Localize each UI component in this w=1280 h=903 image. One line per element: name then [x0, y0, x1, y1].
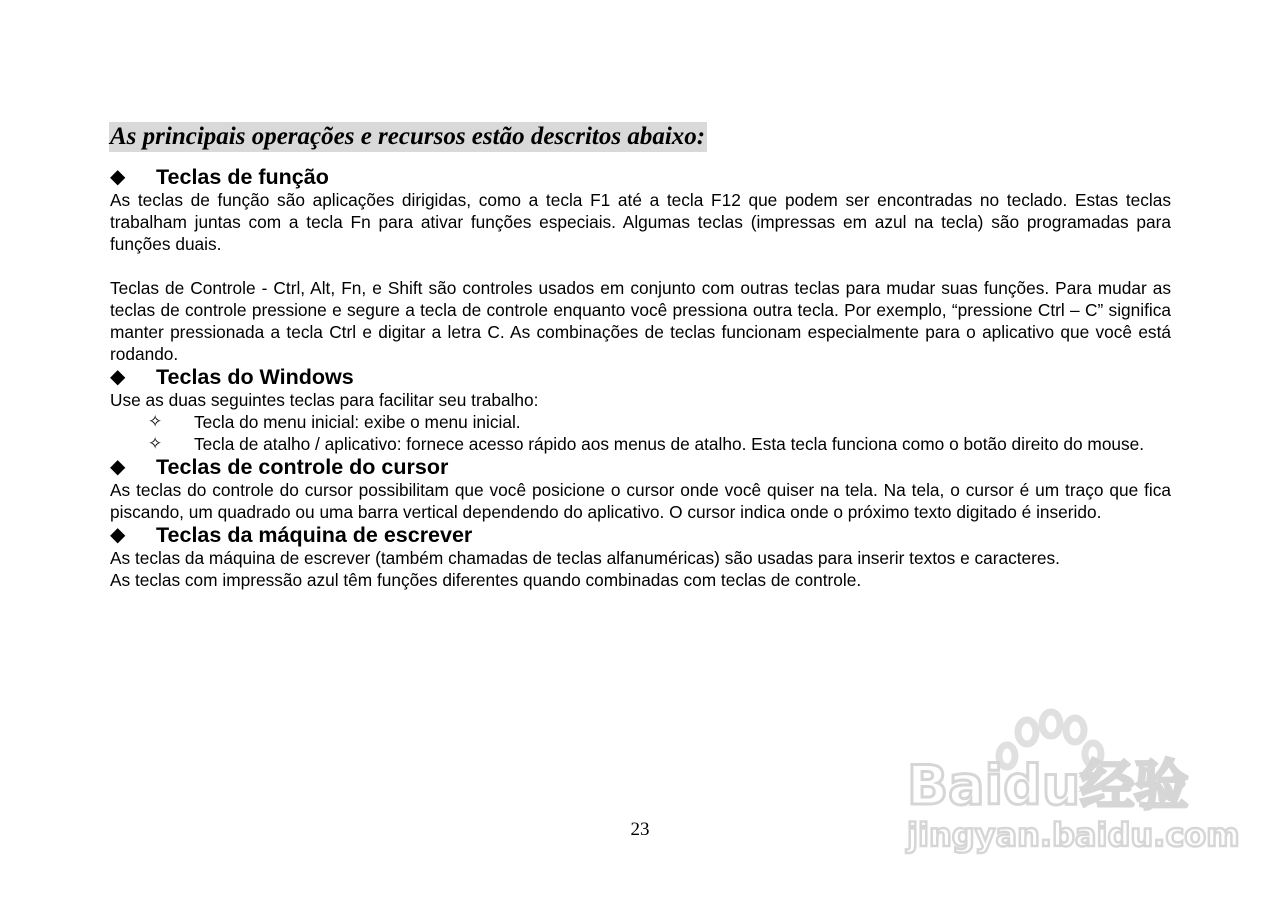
paragraph-cursor-keys: As teclas do controle do cursor possibilitam que você posicione o cursor onde você quiser na tela. Na tela, o cursor é um traço que fica piscando, um quadrado ou uma barra vertical dependendo do aplicativo. O cursor indica onde o próximo texto digitado é inserido.	[110, 480, 1171, 522]
page-content	[110, 165, 1171, 591]
paragraph-blue-print-keys: As teclas com impressão azul têm funções diferentes quando combinadas com teclas de controle.	[110, 570, 862, 590]
windows-keys-list	[110, 411, 1171, 455]
list-item	[110, 433, 1171, 455]
watermark-url: jingyan.baidu.com	[907, 816, 1240, 854]
section-heading-typewriter-keys	[110, 523, 1171, 547]
section-heading-label: Teclas do Windows	[156, 365, 354, 389]
watermark-brand: Baidu经验	[907, 754, 1189, 817]
section-heading-cursor-keys	[110, 455, 1171, 479]
diamond-bullet-icon: ◆	[110, 456, 126, 478]
diamond-bullet-icon: ◆	[110, 166, 126, 188]
diamond-bullet-icon: ◆	[110, 366, 126, 388]
paw-icon	[999, 712, 1101, 767]
section-heading-label: Teclas de função	[156, 165, 329, 189]
list-item-text: Tecla de atalho / aplicativo: fornece acesso rápido aos menus de atalho. Esta tecla funciona como o botão direito do mouse.	[194, 434, 1145, 454]
paragraph-windows-intro: Use as duas seguintes teclas para facilitar seu trabalho:	[110, 390, 539, 410]
list-item-text: Tecla do menu inicial: exibe o menu inicial.	[194, 412, 521, 432]
page-number: 23	[630, 819, 650, 840]
diamond-bullet-icon: ◆	[110, 524, 126, 546]
section-heading-label: Teclas de controle do cursor	[156, 455, 449, 479]
star-bullet-icon: ✧	[148, 412, 163, 432]
paragraph-typewriter-keys: As teclas da máquina de escrever (também chamadas de teclas alfanuméricas) são usadas para inserir textos e caracteres.	[110, 548, 1060, 568]
section-heading-windows-keys	[110, 365, 1171, 389]
star-bullet-icon: ✧	[148, 434, 163, 454]
paragraph-control-keys: Teclas de Controle - Ctrl, Alt, Fn, e Shift são controles usados em conjunto com outras teclas para mudar suas funções. Para mudar as teclas de controle pressione e segure a tecla de controle enquanto você pressiona outra tecla. Por exemplo, “pressione Ctrl – C” significa manter pressionada a tecla Ctrl e digitar a letra C. As combinações de teclas funcionam especialmente para o aplicativo que você está rodando.	[110, 278, 1171, 364]
paragraph-function-keys: As teclas de função são aplicações dirigidas, como a tecla F1 até a tecla F12 que podem ser encontradas no teclado. Estas teclas trabalham juntas com a tecla Fn para ativar funções especiais. Algumas teclas (impressas em azul na tecla) são programadas para funções duais.	[110, 190, 1171, 254]
section-heading-function-keys	[110, 165, 1171, 189]
section-heading-label: Teclas da máquina de escrever	[156, 523, 473, 547]
paragraph-spacer	[110, 255, 1171, 277]
list-item	[110, 411, 1171, 433]
page-title: As principais operações e recursos estão descritos abaixo:	[110, 123, 706, 150]
